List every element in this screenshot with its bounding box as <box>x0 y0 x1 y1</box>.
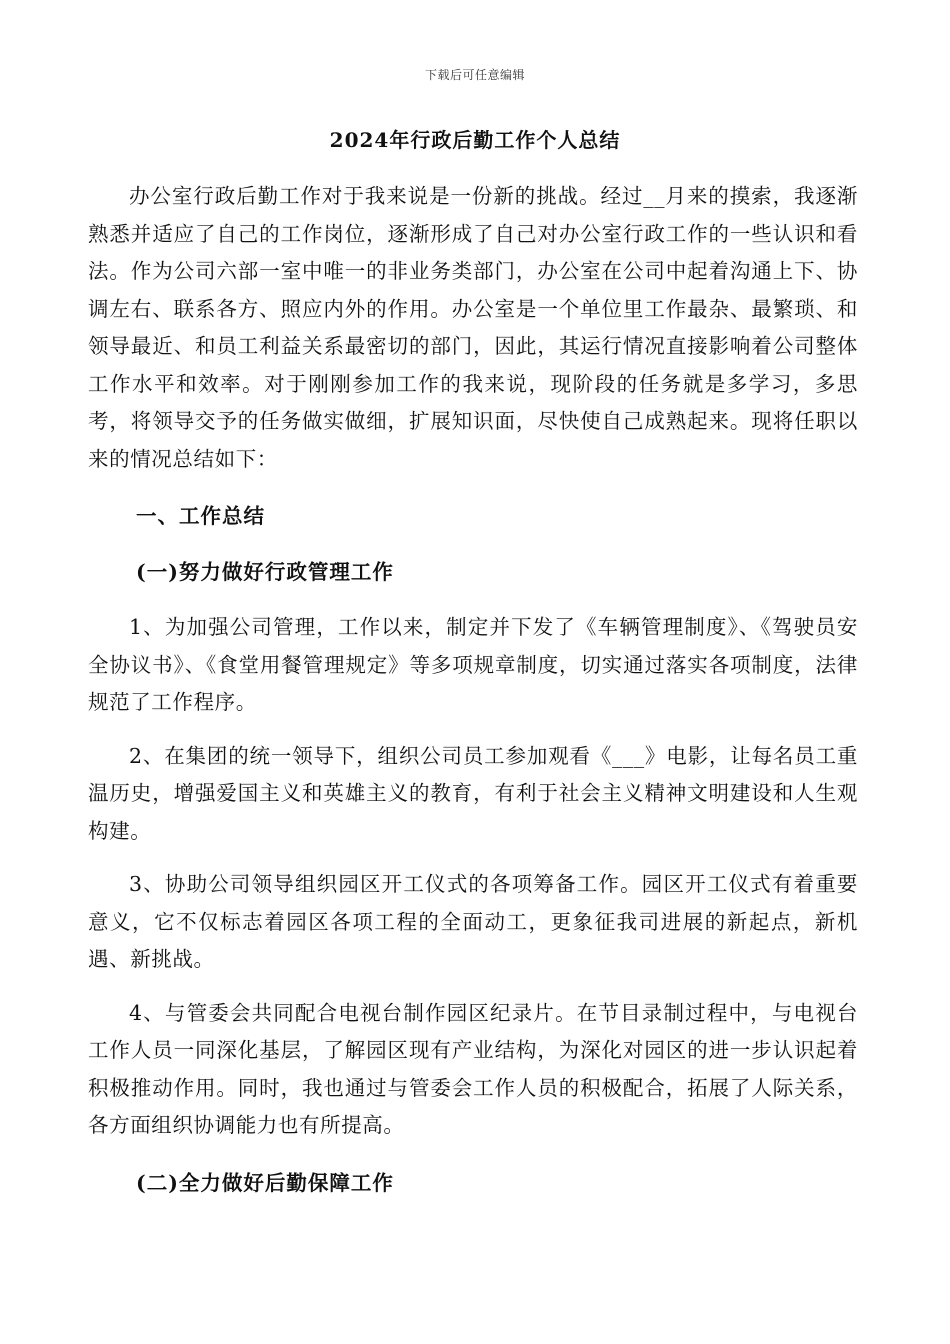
item-paragraph-1: 1、为加强公司管理，工作以来，制定并下发了《车辆管理制度》、《驾驶员安全协议书》、《食堂用餐管理规定》等多项规章制度，切实通过落实各项制度，法律规范了工作程序。 <box>88 615 858 714</box>
item-paragraph-3: 3、协助公司领导组织园区开工仪式的各项筹备工作。园区开工仪式有着重要意义，它不仅标志着园区各项工程的全面动工，更象征我司进展的新起点，新机遇、新挑战。 <box>88 872 858 971</box>
subheading-logistics-support: (二)全力做好后勤保障工作 <box>136 1170 394 1195</box>
subheading-admin-management: (一)努力做好行政管理工作 <box>136 559 394 584</box>
item-paragraph-4: 4、与管委会共同配合电视台制作园区纪录片。在节目录制过程中，与电视台工作人员一同深化基层，了解园区现有产业结构，为深化对园区的进一步认识起着积极推动作用。同时，我也通过与管委会工作人员的积极配合，拓展了人际关系，各方面组织协调能力也有所提高。 <box>88 1000 858 1137</box>
document-body <box>88 178 858 1202</box>
header-note: 下载后可任意编辑 <box>424 68 525 82</box>
intro-paragraph: 办公室行政后勤工作对于我来说是一份新的挑战。经过__月来的摸索，我逐渐熟悉并适应了自己的工作岗位，逐渐形成了自己对办公室行政工作的一些认识和看法。作为公司六部一室中唯一的非业务类部门，办公室在公司中起着沟通上下、协调左右、联系各方、照应内外的作用。办公室是一个单位里工作最杂、最繁琐、和领导最近、和员工利益关系最密切的部门，因此，其运行情况直接影响着公司整体工作水平和效率。对于刚刚参加工作的我来说，现阶段的任务就是多学习，多思考，将领导交予的任务做实做细，扩展知识面，尽快使自己成熟起来。现将任职以来的情况总结如下： <box>88 184 858 471</box>
document-title: 2024年行政后勤工作个人总结 <box>329 128 621 152</box>
section-heading-work-summary: 一、工作总结 <box>136 504 265 528</box>
item-paragraph-2: 2、在集团的统一领导下，组织公司员工参加观看《___》电影，让每名员工重温历史，增强爱国主义和英雄主义的教育，有利于社会主义精神文明建设和人生观构建。 <box>88 743 858 843</box>
